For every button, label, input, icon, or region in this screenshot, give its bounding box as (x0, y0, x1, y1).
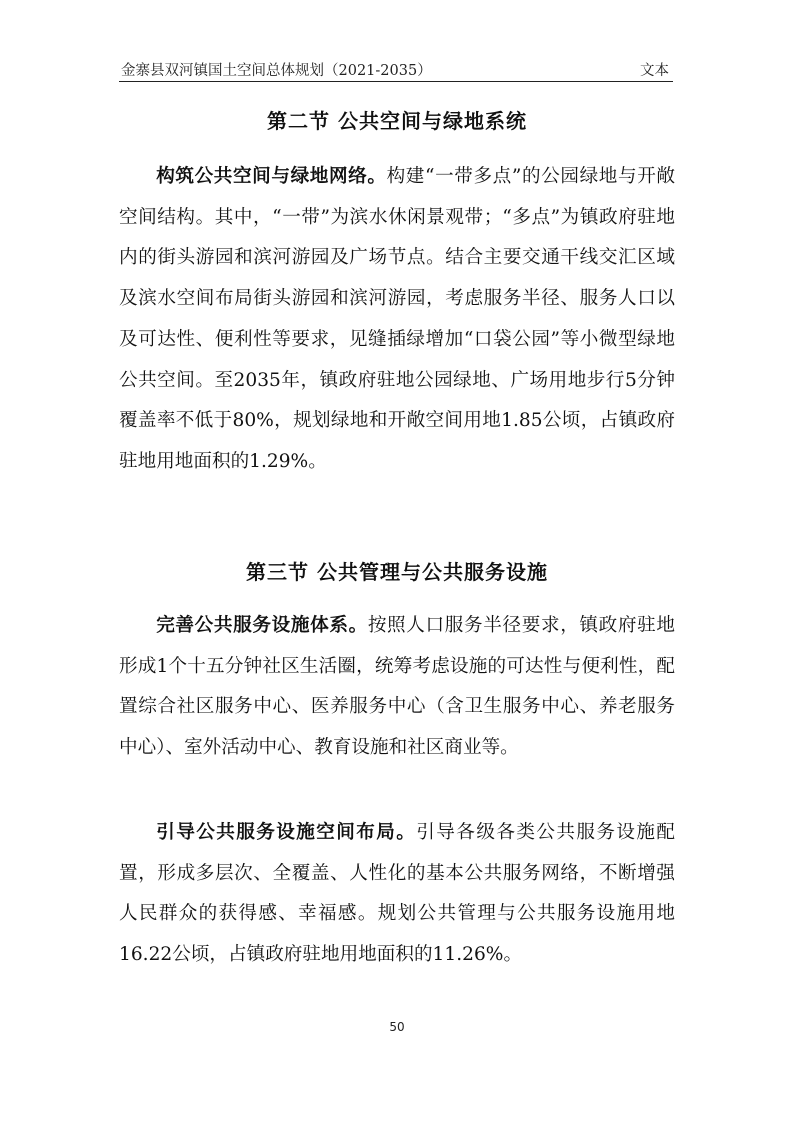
paragraph-body: 按照人口服务半径要求，镇政府驻地形成1个十五分钟社区生活圈，统筹考虑设施的可达性与便利性，配置综合社区服务中心、医养服务中心（含卫生服务中心、养老服务中心）、室外活动中心、教育设施和社区商业等。 (119, 615, 675, 759)
paragraph-green-network (119, 157, 675, 483)
section-title-public-services: 第三节 公共管理与公共服务设施 (246, 560, 548, 584)
document-title: 金寨县双河镇国土空间总体规划（2021-2035） (121, 63, 432, 79)
page-header (119, 57, 673, 82)
paragraph-service-layout (119, 813, 675, 976)
paragraph-body: 构建“一带多点”的公园绿地与开敞空间结构。其中，“一带”为滨水休闲景观带；“多点”为镇政府驻地内的街头游园和滨河游园及广场节点。结合主要交通干线交汇区域及滨水空间布局街头游园和滨河游园，考虑服务半径、服务人口以及可达性、便利性等要求，见缝插绿增加“口袋公园”等小微型绿地公共空间。至2035年，镇政府驻地公园绿地、广场用地步行5分钟覆盖率不低于80%，规划绿地和开敞空间用地1.85公顷，占镇政府驻地用地面积的1.29%。 (119, 166, 675, 472)
section-title-public-space: 第二节 公共空间与绿地系统 (267, 109, 527, 133)
paragraph-service-system (119, 606, 675, 769)
section-label: 文本 (640, 63, 669, 79)
paragraph-lead: 构筑公共空间与绿地网络。 (156, 166, 387, 187)
page-number: 50 (389, 1020, 405, 1034)
paragraph-lead: 完善公共服务设施体系。 (156, 615, 368, 636)
paragraph-lead: 引导公共服务设施空间布局。 (156, 822, 417, 843)
paragraph-body: 引导各级各类公共服务设施配置，形成多层次、全覆盖、人性化的基本公共服务网络，不断增强人民群众的获得感、幸福感。规划公共管理与公共服务设施用地16.22公顷，占镇政府驻地用地面积的11.26%。 (119, 822, 675, 966)
